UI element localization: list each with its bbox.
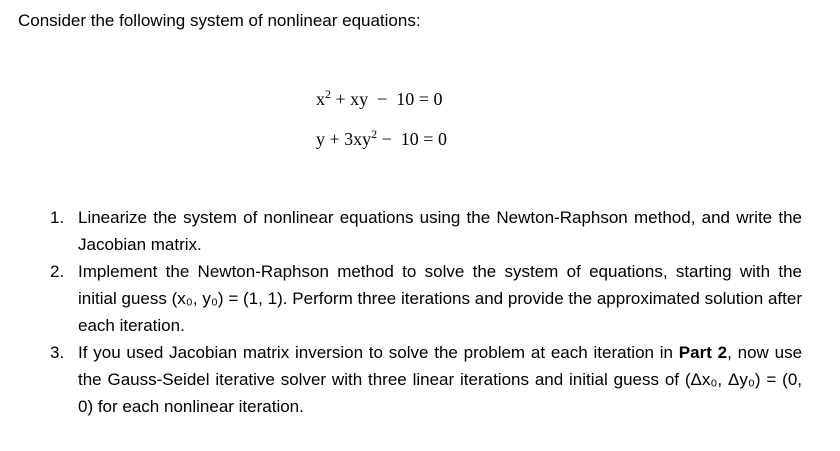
question-number: 3. [50, 343, 65, 362]
question-number: 1. [50, 208, 65, 227]
equation-2-exponent: 2 [371, 127, 378, 141]
question-text: Linearize the system of nonlinear equations using the Newton-Raphson method, and write the Jacobian matrix. [78, 208, 802, 254]
question-number: 2. [50, 262, 65, 281]
equation-2-rest: − 10 = 0 [377, 129, 447, 149]
equation-1-rest: + xy − 10 = 0 [331, 89, 443, 109]
question-text-after: , now use the Gauss-Seidel iterative solver with three linear iterations and initial guess of (Δx₀, Δy₀) = (0, 0) for each nonlinear iteration. [78, 343, 803, 416]
question-item-1 [50, 204, 802, 258]
equation-1-exponent: 2 [325, 87, 331, 101]
question-list [50, 204, 802, 420]
question-item-2 [50, 258, 802, 339]
question-item-3 [50, 339, 802, 420]
question-text-before: If you used Jacobian matrix inversion to solve the problem at each iteration in [78, 343, 679, 362]
intro-text: Consider the following system of nonlinear equations: [18, 11, 421, 30]
question-text [78, 339, 802, 420]
part-reference: Part 2 [678, 343, 728, 362]
equation-1 [316, 88, 442, 110]
equation-2 [316, 128, 447, 150]
equation-2-pre: y + 3xy [316, 129, 372, 149]
equation-1-base: x [316, 89, 325, 109]
question-text: Implement the Newton-Raphson method to solve the system of equations, starting with the initial guess (x₀, y₀) = (1, 1). Perform three iterations and provide the approximated solution after each iteration. [78, 262, 802, 335]
